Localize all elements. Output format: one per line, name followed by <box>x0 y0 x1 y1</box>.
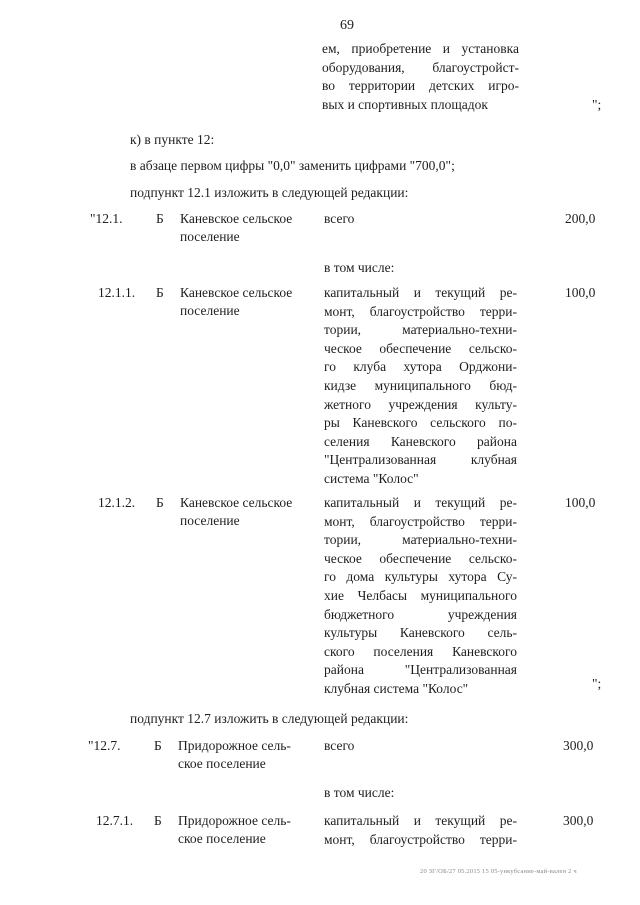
page-number: 69 <box>340 18 354 33</box>
row-name-line: Придорожное сель- <box>178 738 291 753</box>
row-name-line: поселение <box>180 513 240 528</box>
row-name-line: ское поселение <box>178 756 266 771</box>
row-code: Б <box>156 211 164 226</box>
row-name-line: Каневское сельское <box>180 495 293 510</box>
top-line-2: оборудования, благоустройст- <box>322 59 519 75</box>
desc-line: ры Каневского сельского по- <box>324 415 517 431</box>
paragraph-12-7: подпункт 12.7 изложить в следующей редакции: <box>130 711 409 726</box>
paragraph-12-1: подпункт 12.1 изложить в следующей редакции: <box>130 185 409 200</box>
row-value: 300,0 <box>563 738 594 753</box>
row-name <box>180 210 292 246</box>
row-name-line: поселение <box>180 229 240 244</box>
row-name <box>180 494 292 530</box>
row-value: 200,0 <box>565 211 596 226</box>
desc-line: капитальный и текущий ре- <box>324 495 517 510</box>
row-number: 12.1.2. <box>98 495 136 510</box>
row-code: Б <box>154 813 162 828</box>
row-name <box>178 812 291 848</box>
desc-line: клубная система "Колос" <box>324 680 469 696</box>
desc-line: ского поселения Каневского <box>324 643 517 659</box>
desc-line: го клуба хутора Орджони- <box>324 359 517 375</box>
row-description: всего <box>324 738 355 753</box>
top-end-mark: "; <box>592 97 602 112</box>
including-label: в том числе: <box>324 785 395 800</box>
top-line-3: во территории детских игро- <box>322 78 519 94</box>
desc-line: ческое обеспечение сельско- <box>324 550 517 566</box>
desc-line: монт, благоустройство терри- <box>324 303 517 319</box>
desc-line: "Централизованная клубная <box>324 452 517 468</box>
row-number: 12.7.1. <box>96 813 134 828</box>
row-name-line: поселение <box>180 303 240 318</box>
row-name-line: Придорожное сель- <box>178 813 291 828</box>
row-number: "12.1. <box>90 211 123 226</box>
desc-line: кидзе муниципального бюд- <box>324 377 517 393</box>
top-block <box>322 40 519 114</box>
row-value: 100,0 <box>565 495 596 510</box>
row-name-line: Каневское сельское <box>180 211 293 226</box>
row-number: "12.7. <box>88 738 121 753</box>
desc-line: бюджетного учреждения <box>324 606 517 622</box>
footer-stamp: 20 ЗГ/ОБ/27 05.2015 15 05-ункубсание-май-вален 2 ч <box>420 868 577 875</box>
top-line-4: вых и спортивных площадок <box>322 96 488 112</box>
desc-line: монт, благоустройство терри- <box>324 831 517 847</box>
desc-line: культуры Каневского сель- <box>324 625 517 641</box>
row-code: Б <box>154 738 162 753</box>
row-name-line: ское поселение <box>178 831 266 846</box>
desc-line: селения Каневского района <box>324 433 517 449</box>
row-end-mark: "; <box>592 676 602 691</box>
desc-line: ческое обеспечение сельско- <box>324 340 517 356</box>
desc-line: го дома культуры хутора Су- <box>324 569 517 585</box>
row-name-line: Каневское сельское <box>180 285 293 300</box>
including-label: в том числе: <box>324 260 395 275</box>
desc-line: района "Централизованная <box>324 662 517 678</box>
desc-line: тории, материально-техни- <box>324 322 517 338</box>
row-name <box>178 737 291 773</box>
top-line-1: ем, приобретение и установка <box>322 41 519 56</box>
desc-line: хие Челбасы муниципального <box>324 587 517 603</box>
desc-line: капитальный и текущий ре- <box>324 813 517 828</box>
row-value: 300,0 <box>563 813 594 828</box>
desc-line: жетного учреждения культу- <box>324 396 517 412</box>
row-name <box>180 284 292 320</box>
desc-line: тории, материально-техни- <box>324 532 517 548</box>
row-description <box>324 812 517 849</box>
row-code: Б <box>156 495 164 510</box>
desc-line: система "Колос" <box>324 470 419 486</box>
paragraph-abzac: в абзаце первом цифры "0,0" заменить цифрами "700,0"; <box>130 158 455 173</box>
paragraph-k: к) в пункте 12: <box>130 132 215 147</box>
row-description <box>324 284 517 489</box>
desc-line: капитальный и текущий ре- <box>324 285 517 300</box>
row-description: всего <box>324 211 355 226</box>
row-code: Б <box>156 285 164 300</box>
row-value: 100,0 <box>565 285 596 300</box>
desc-line: монт, благоустройство терри- <box>324 513 517 529</box>
row-number: 12.1.1. <box>98 285 136 300</box>
row-description <box>324 494 517 699</box>
